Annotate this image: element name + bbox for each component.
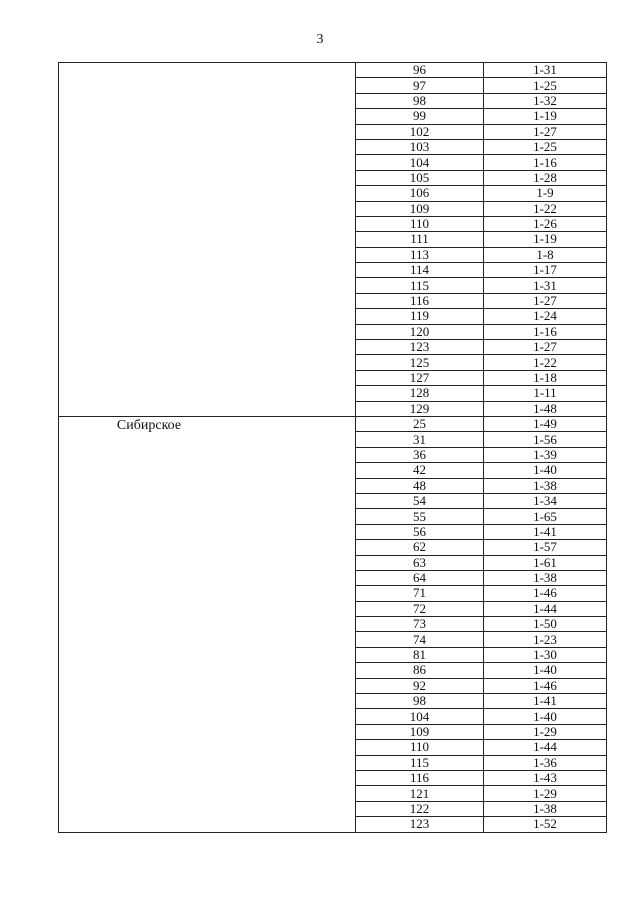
number-cell: 102 <box>356 124 484 139</box>
number-cell: 109 <box>356 201 484 216</box>
number-cell: 120 <box>356 324 484 339</box>
value-cell: 1-40 <box>484 463 607 478</box>
table-body <box>59 63 607 833</box>
value-cell: 1-38 <box>484 478 607 493</box>
value-cell: 1-22 <box>484 355 607 370</box>
value-cell: 1-18 <box>484 370 607 385</box>
number-cell: 127 <box>356 370 484 385</box>
number-cell: 86 <box>356 663 484 678</box>
value-cell: 1-44 <box>484 601 607 616</box>
number-cell: 109 <box>356 724 484 739</box>
number-cell: 98 <box>356 694 484 709</box>
value-cell: 1-61 <box>484 555 607 570</box>
number-cell: 123 <box>356 340 484 355</box>
value-cell: 1-29 <box>484 786 607 801</box>
number-cell: 55 <box>356 509 484 524</box>
number-cell: 36 <box>356 447 484 462</box>
number-cell: 62 <box>356 540 484 555</box>
region-cell <box>59 63 356 417</box>
value-cell: 1-40 <box>484 663 607 678</box>
number-cell: 97 <box>356 78 484 93</box>
value-cell: 1-43 <box>484 770 607 785</box>
number-cell: 63 <box>356 555 484 570</box>
value-cell: 1-52 <box>484 817 607 832</box>
value-cell: 1-19 <box>484 232 607 247</box>
value-cell: 1-65 <box>484 509 607 524</box>
number-cell: 72 <box>356 601 484 616</box>
value-cell: 1-22 <box>484 201 607 216</box>
number-cell: 123 <box>356 817 484 832</box>
value-cell: 1-17 <box>484 263 607 278</box>
value-cell: 1-9 <box>484 186 607 201</box>
value-cell: 1-27 <box>484 293 607 308</box>
number-cell: 31 <box>356 432 484 447</box>
value-cell: 1-30 <box>484 647 607 662</box>
region-name <box>59 63 239 64</box>
value-cell: 1-31 <box>484 278 607 293</box>
number-cell: 81 <box>356 647 484 662</box>
value-cell: 1-16 <box>484 324 607 339</box>
value-cell: 1-32 <box>484 93 607 108</box>
number-cell: 113 <box>356 247 484 262</box>
number-cell: 122 <box>356 801 484 816</box>
number-cell: 56 <box>356 524 484 539</box>
number-cell: 110 <box>356 216 484 231</box>
value-cell: 1-46 <box>484 678 607 693</box>
page-number: 3 <box>316 32 324 47</box>
value-cell: 1-49 <box>484 416 607 431</box>
value-cell: 1-19 <box>484 109 607 124</box>
table-row <box>59 63 607 78</box>
value-cell: 1-11 <box>484 386 607 401</box>
number-cell: 104 <box>356 709 484 724</box>
value-cell: 1-38 <box>484 801 607 816</box>
number-cell: 115 <box>356 755 484 770</box>
number-cell: 129 <box>356 401 484 416</box>
value-cell: 1-25 <box>484 78 607 93</box>
value-cell: 1-57 <box>484 540 607 555</box>
value-cell: 1-40 <box>484 709 607 724</box>
value-cell: 1-36 <box>484 755 607 770</box>
number-cell: 54 <box>356 493 484 508</box>
value-cell: 1-8 <box>484 247 607 262</box>
value-cell: 1-56 <box>484 432 607 447</box>
number-cell: 104 <box>356 155 484 170</box>
value-cell: 1-31 <box>484 63 607 78</box>
value-cell: 1-27 <box>484 340 607 355</box>
number-cell: 116 <box>356 293 484 308</box>
value-cell: 1-16 <box>484 155 607 170</box>
number-cell: 25 <box>356 416 484 431</box>
data-table <box>58 62 607 833</box>
value-cell: 1-27 <box>484 124 607 139</box>
value-cell: 1-48 <box>484 401 607 416</box>
region-name: Сибирское <box>116 417 182 433</box>
number-cell: 64 <box>356 570 484 585</box>
region-cell <box>59 416 356 832</box>
number-cell: 119 <box>356 309 484 324</box>
value-cell: 1-50 <box>484 617 607 632</box>
number-cell: 128 <box>356 386 484 401</box>
number-cell: 115 <box>356 278 484 293</box>
number-cell: 48 <box>356 478 484 493</box>
value-cell: 1-46 <box>484 586 607 601</box>
value-cell: 1-24 <box>484 309 607 324</box>
value-cell: 1-38 <box>484 570 607 585</box>
number-cell: 99 <box>356 109 484 124</box>
number-cell: 98 <box>356 93 484 108</box>
value-cell: 1-26 <box>484 216 607 231</box>
value-cell: 1-29 <box>484 724 607 739</box>
number-cell: 106 <box>356 186 484 201</box>
number-cell: 125 <box>356 355 484 370</box>
number-cell: 74 <box>356 632 484 647</box>
table-row <box>59 416 607 431</box>
value-cell: 1-44 <box>484 740 607 755</box>
number-cell: 114 <box>356 263 484 278</box>
number-cell: 105 <box>356 170 484 185</box>
value-cell: 1-28 <box>484 170 607 185</box>
number-cell: 103 <box>356 139 484 154</box>
value-cell: 1-23 <box>484 632 607 647</box>
number-cell: 71 <box>356 586 484 601</box>
value-cell: 1-41 <box>484 694 607 709</box>
number-cell: 42 <box>356 463 484 478</box>
value-cell: 1-41 <box>484 524 607 539</box>
number-cell: 96 <box>356 63 484 78</box>
number-cell: 121 <box>356 786 484 801</box>
value-cell: 1-25 <box>484 139 607 154</box>
number-cell: 92 <box>356 678 484 693</box>
value-cell: 1-39 <box>484 447 607 462</box>
number-cell: 73 <box>356 617 484 632</box>
number-cell: 116 <box>356 770 484 785</box>
number-cell: 111 <box>356 232 484 247</box>
number-cell: 110 <box>356 740 484 755</box>
value-cell: 1-34 <box>484 493 607 508</box>
